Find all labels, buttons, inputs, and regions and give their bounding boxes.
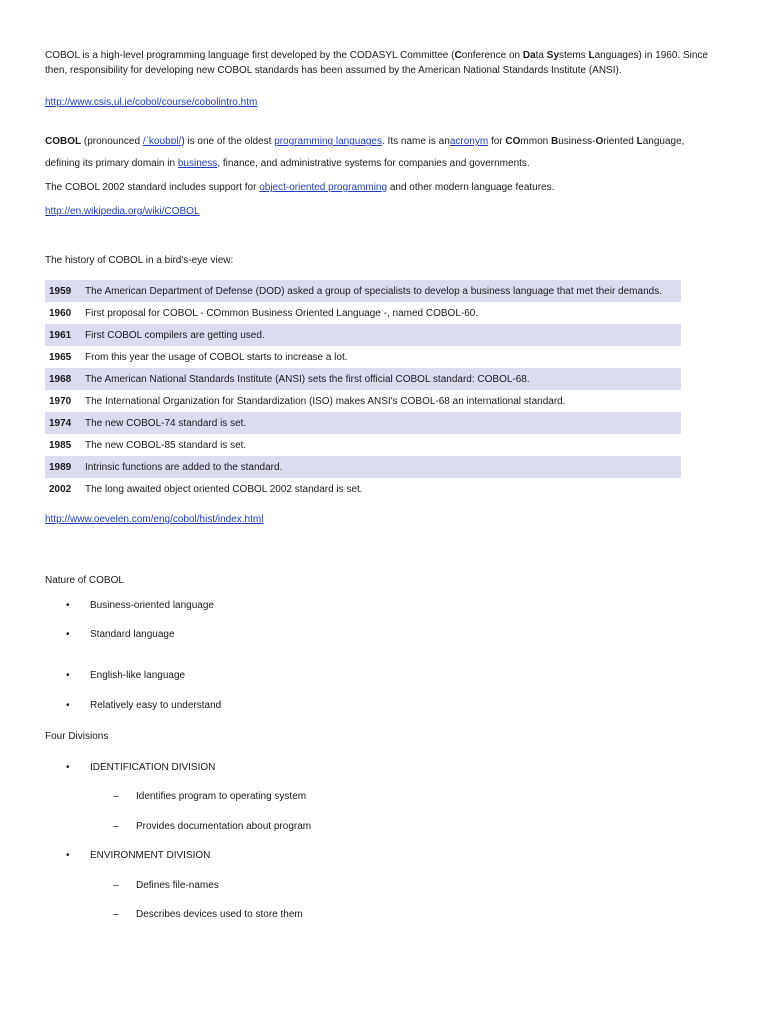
- history-year: 1989: [45, 456, 81, 478]
- table-row: [45, 302, 681, 324]
- acronym-link[interactable]: acronym: [449, 136, 489, 147]
- table-row: [45, 434, 681, 456]
- table-row: [45, 280, 681, 302]
- cobol-definition-line2: defining its primary domain in business, finance, and administrative systems for companies and governments.: [45, 158, 530, 169]
- history-year: 1974: [45, 412, 81, 434]
- document-page: [45, 48, 725, 922]
- history-year: 2002: [49, 483, 72, 495]
- history-year: 1959: [45, 280, 81, 302]
- programming-languages-link[interactable]: programming languages: [274, 136, 382, 147]
- oop-link[interactable]: object-oriented programming: [259, 182, 388, 193]
- history-event: First proposal for COBOL - COmmon Business Oriented Language -, named COBOL-60.: [85, 307, 479, 319]
- wikipedia-link[interactable]: http://en.wikipedia.org/wiki/COBOL: [45, 206, 200, 217]
- pronunciation-link[interactable]: /ˈkoʊbɒl/: [142, 136, 182, 147]
- history-year: 1960: [49, 307, 72, 319]
- history-event: The International Organization for Standardization (ISO) makes ANSI's COBOL-68 an international standard.: [85, 395, 566, 407]
- history-year: 1965: [49, 351, 72, 363]
- bullet-icon: •: [66, 762, 70, 773]
- list-item: • English-like language: [66, 670, 186, 681]
- table-row: [45, 390, 681, 412]
- list-item: • Relatively easy to understand: [66, 700, 222, 711]
- table-row: [45, 456, 681, 478]
- environment-sublist: [45, 878, 725, 922]
- history-event: The American Department of Defense (DOD) asked a group of specialists to develop a business language that met their demands.: [81, 280, 681, 302]
- csis-link-line: [45, 95, 725, 110]
- nature-heading: Nature of COBOL: [45, 575, 124, 586]
- list-item: – Describes devices used to store them: [113, 909, 303, 920]
- list-item: – Defines file-names: [113, 880, 219, 891]
- history-event: First COBOL compilers are getting used.: [81, 324, 681, 346]
- history-year: 1968: [45, 368, 81, 390]
- table-row: [45, 324, 681, 346]
- bullet-icon: •: [66, 670, 70, 681]
- divisions-heading: Four Divisions: [45, 731, 109, 742]
- oevelen-link[interactable]: http://www.oevelen.com/eng/cobol/hist/index.html: [45, 514, 264, 525]
- history-year: 1985: [49, 439, 72, 451]
- oevelen-link-line: [45, 512, 725, 527]
- nature-list: [45, 598, 725, 713]
- history-event: The new COBOL-85 standard is set.: [85, 439, 247, 451]
- divisions-list-2: [45, 848, 725, 863]
- history-heading: The history of COBOL in a bird's-eye view:: [45, 255, 234, 266]
- dash-icon: –: [113, 909, 119, 920]
- bullet-icon: •: [66, 629, 70, 640]
- history-year: 1961: [45, 324, 81, 346]
- bullet-icon: •: [66, 600, 70, 611]
- list-item: – Identifies program to operating system: [113, 791, 307, 802]
- table-row: [45, 368, 681, 390]
- divisions-list: [45, 760, 725, 775]
- list-item: • Business-oriented language: [66, 600, 214, 611]
- history-event: Intrinsic functions are added to the standard.: [81, 456, 681, 478]
- table-row: [45, 412, 681, 434]
- history-event: The American National Standards Institute (ANSI) sets the first official COBOL standard: COBOL-68.: [81, 368, 681, 390]
- cobol-2002-paragraph: The COBOL 2002 standard includes support for object-oriented programming and other modern language features.: [45, 182, 555, 193]
- history-event: From this year the usage of COBOL starts to increase a lot.: [85, 351, 348, 363]
- history-year: 1970: [49, 395, 72, 407]
- list-item: [45, 760, 725, 775]
- dash-icon: –: [113, 880, 119, 891]
- cobol-definition-line1: COBOL (pronounced /ˈkoʊbɒl/) is one of the oldest programming languages. Its name is anacronym for COmmon Business-Oriented Language,: [45, 136, 685, 147]
- division-label: IDENTIFICATION DIVISION: [90, 762, 216, 773]
- csis-link[interactable]: http://www.csis.ul.ie/cobol/course/cobolintro.htm: [45, 97, 258, 108]
- bullet-icon: •: [66, 700, 70, 711]
- dash-icon: –: [113, 821, 119, 832]
- history-table: [45, 280, 681, 500]
- history-event: The long awaited object oriented COBOL 2002 standard is set.: [85, 483, 363, 495]
- history-event: The new COBOL-74 standard is set.: [81, 412, 681, 434]
- division-label: ENVIRONMENT DIVISION: [90, 850, 211, 861]
- table-row: [45, 346, 681, 368]
- wikipedia-link-line: [45, 204, 725, 219]
- table-row: [45, 478, 681, 500]
- list-item: • Standard language: [66, 629, 175, 640]
- identification-sublist: [45, 789, 725, 834]
- bullet-icon: •: [66, 850, 70, 861]
- business-link[interactable]: business: [177, 158, 218, 169]
- intro-paragraph: COBOL is a high-level programming language first developed by the CODASYL Committee (Conference on Data Systems Languages) in 1960. Since then, responsibility for developing new COBOL standards has been assumed by the American National Standards Institute (ANSI).: [45, 50, 708, 76]
- list-item: [45, 848, 725, 863]
- list-item: – Provides documentation about program: [113, 821, 312, 832]
- dash-icon: –: [113, 791, 119, 802]
